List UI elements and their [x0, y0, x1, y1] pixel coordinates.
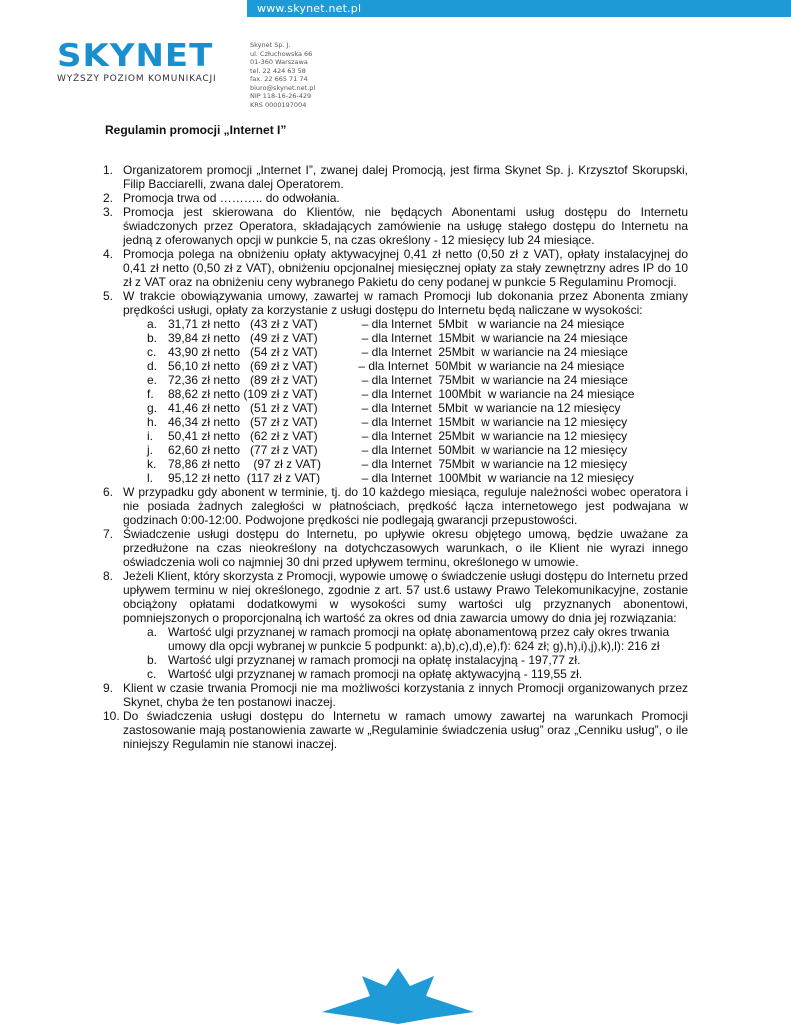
pricing-row — [123, 401, 688, 415]
pricing-price: 39,84 zł netto (49 zł z VAT) — [168, 331, 318, 345]
pricing-row — [123, 387, 688, 401]
pricing-desc: – dla Internet 50Mbit w wariancie na 24 miesiące — [345, 359, 625, 373]
term-text: Świadczenie usługi dostępu do Internetu, po upływie okresu objętego umową, będzie uważane za przedłużone na czas nieokreślony na dotychczasowych warunkach, o ile Klient nie wyrazi innego oświadczenia woli co najmniej 30 dni przed upływem terminu, określonego w umowie. — [123, 527, 688, 569]
relief-text: Wartość ulgi przyznanej w ramach promocji na opłatę abonamentową przez cały okres trwania umowy dla opcji wybranej w punkcie 5 podpunkt: a),b),c),d),e),f): 624 zł; g),h),i),j),k),l): 216 zł — [168, 625, 670, 653]
term-item — [105, 569, 688, 681]
pricing-letter: h. — [147, 415, 158, 429]
term-number: 2. — [103, 191, 114, 205]
relief-item — [123, 625, 688, 653]
relief-item — [123, 653, 688, 667]
pricing-letter: b. — [147, 331, 158, 345]
relief-item — [123, 667, 688, 681]
term-number: 5. — [103, 289, 114, 303]
address-line: KRS 0000197004 — [250, 100, 307, 109]
term-number: 1. — [103, 163, 114, 177]
pricing-price: 88,62 zł netto (109 zł z VAT) — [168, 387, 318, 401]
pricing-price: 56,10 zł netto (69 zł z VAT) — [168, 359, 318, 373]
pricing-desc: – dla Internet 15Mbit w wariancie na 12 miesięcy — [345, 415, 628, 429]
term-text: Do świadczenia usługi dostępu do Internetu w ramach umowy zawartej na warunkach Promocji zastosowanie mają postanowienia zawarte w „Regulaminie świadczenia usług” oraz „Cenniku usług”, o ile niniejszy Regulamin nie stanowi inaczej. — [123, 709, 688, 751]
term-number: 10. — [103, 709, 120, 723]
pricing-letter: k. — [147, 457, 157, 471]
term-number: 6. — [103, 485, 114, 499]
address-line: tel. 22 424 63 58 — [250, 66, 306, 75]
pricing-desc: – dla Internet 50Mbit w wariancie na 12 miesięcy — [345, 443, 628, 457]
pricing-desc: – dla Internet 100Mbit w wariancie na 12 miesięcy — [345, 471, 634, 485]
address-line: ul. Człuchowska 66 — [250, 49, 313, 58]
pricing-price: 41,46 zł netto (51 zł z VAT) — [168, 401, 318, 415]
term-text: Klient w czasie trwania Promocji nie ma możliwości korzystania z innych Promocji organizowanych przez Skynet, chyba że ten postanowi inaczej. — [123, 681, 688, 709]
pricing-row — [123, 359, 688, 373]
term-item — [105, 485, 688, 527]
logo-tagline: WYŻSZY POZIOM KOMUNIKACJI — [57, 74, 217, 84]
address-line: 01-360 Warszawa — [250, 58, 308, 66]
pricing-desc: – dla Internet 75Mbit w wariancie na 12 miesięcy — [345, 457, 628, 471]
pricing-list — [123, 317, 688, 485]
term-item — [105, 681, 688, 709]
pricing-price: 78,86 zł netto (97 zł z VAT) — [168, 457, 321, 471]
pricing-row — [123, 457, 688, 471]
term-number: 8. — [103, 569, 114, 583]
pricing-row — [123, 443, 688, 457]
terms-list — [105, 163, 688, 751]
relief-letter: b. — [147, 653, 158, 667]
term-text: W przypadku gdy abonent w terminie, tj. do 10 każdego miesiąca, reguluje należności wobec operatora i nie posiada żadnych zaległości w płatnościach, prędkość łącza internetowego jest podwajana w godzinach 0:00-12:00. Podwojone prędkości nie podlegają gwarancji przepustowości. — [123, 485, 688, 527]
address-line: fax. 22 665 71 74 — [250, 75, 308, 83]
pricing-desc: – dla Internet 100Mbit w wariancie na 24 miesiące — [345, 387, 635, 401]
document-title: Regulamin promocji „Internet I” — [105, 123, 287, 137]
pricing-price: 46,34 zł netto (57 zł z VAT) — [168, 415, 318, 429]
term-number: 3. — [103, 205, 114, 219]
pricing-row — [123, 429, 688, 443]
pricing-desc: – dla Internet 75Mbit w wariancie na 24 miesiące — [345, 373, 628, 387]
company-address — [250, 41, 315, 109]
relief-letter: c. — [147, 667, 157, 681]
address-line: biuro@skynet.net.pl — [250, 83, 316, 92]
skynet-logo — [57, 37, 217, 84]
pricing-letter: j. — [147, 443, 153, 457]
pricing-letter: i. — [147, 429, 153, 443]
term-item — [105, 709, 688, 751]
pricing-price: 31,71 zł netto (43 zł z VAT) — [168, 317, 318, 331]
pricing-desc: – dla Internet 5Mbit w wariancie na 24 miesiące — [345, 317, 625, 331]
term-text: Promocja trwa od ……….. do odwołania. — [123, 191, 340, 205]
term-item — [105, 527, 688, 569]
pricing-desc: – dla Internet 15Mbit w wariancie na 24 miesiące — [345, 331, 628, 345]
pricing-letter: d. — [147, 359, 158, 373]
pricing-price: 43,90 zł netto (54 zł z VAT) — [168, 345, 318, 359]
relief-text: Wartość ulgi przyznanej w ramach promocji na opłatę aktywacyjną - 119,55 zł. — [168, 667, 583, 681]
pricing-row — [123, 345, 688, 359]
pricing-price: 95,12 zł netto (117 zł z VAT) — [168, 471, 321, 485]
pricing-letter: g. — [147, 401, 158, 415]
relief-letter: a. — [147, 625, 158, 639]
term-number: 7. — [103, 527, 114, 541]
term-item — [105, 163, 688, 191]
term-item — [105, 247, 688, 289]
pricing-letter: l. — [147, 471, 153, 485]
term-text: Organizatorem promocji „Internet I”, zwanej dalej Promocją, jest firma Skynet Sp. j. Krzysztof Skorupski, Filip Bacciarelli, zwana dalej Operatorem. — [123, 163, 688, 191]
term-item — [105, 191, 688, 205]
relief-text: Wartość ulgi przyznanej w ramach promocji na opłatę instalacyjną - 197,77 zł. — [168, 653, 581, 667]
relief-list — [123, 625, 688, 681]
pricing-price: 50,41 zł netto (62 zł z VAT) — [168, 429, 318, 443]
pricing-row — [123, 415, 688, 429]
term-text: Promocja polega na obniżeniu opłaty aktywacyjnej 0,41 zł netto (0,50 zł z VAT), opłaty instalacyjnej do 0,41 zł netto (0,50 zł z VAT), obniżeniu opcjonalnej miesięcznej opłaty za stały zewnętrzny adres IP do 10 zł z VAT oraz na obniżeniu ceny wybranego Pakietu do ceny podanej w punkcie 5 Regulaminu Promocji. — [123, 247, 688, 289]
term-text: Promocja jest skierowana do Klientów, nie będących Abonentami usług dostępu do Internetu świadczonych przez Operatora, składających zamówienie na usługę stałego dostępu do Internetu na jedną z oferowanych opcji w punkcie 5, na czas określony - 12 miesięcy lub 24 miesiące. — [123, 205, 688, 247]
term-text: Jeżeli Klient, który skorzysta z Promocji, wypowie umowę o świadczenie usługi dostępu do Internetu przed upływem terminu w niej określonego, zgodnie z art. 57 ust.6 ustawy Prawo Telekomunikacyjne, zostanie obciążony opłatami dodatkowymi w wysokości sumy wartości ulg przyznanych abonentowi, pomniejszonych o proporcjonalną ich wartość za okres od dnia zawarcia umowy do dnia jej rozwiązania: — [123, 569, 688, 625]
pricing-row — [123, 373, 688, 387]
website-url-bar — [247, 0, 791, 17]
address-line: NIP 118-16-26-429 — [250, 92, 312, 100]
address-line: Skynet Sp. J. — [250, 41, 291, 49]
term-number: 4. — [103, 247, 114, 261]
document-body — [105, 163, 688, 751]
term-item — [105, 289, 688, 485]
pricing-price: 62,60 zł netto (77 zł z VAT) — [168, 443, 318, 457]
pricing-row — [123, 471, 688, 485]
pricing-letter: e. — [147, 373, 158, 387]
pricing-desc: – dla Internet 25Mbit w wariancie na 12 miesięcy — [345, 429, 628, 443]
pricing-desc: – dla Internet 25Mbit w wariancie na 24 miesiące — [345, 345, 628, 359]
boat-sail-icon — [322, 968, 474, 1024]
term-number: 9. — [103, 681, 114, 695]
logo-wordmark: SKYNET — [57, 37, 214, 75]
pricing-row — [123, 317, 688, 331]
pricing-desc: – dla Internet 5Mbit w wariancie na 12 miesięcy — [345, 401, 621, 415]
pricing-letter: a. — [147, 317, 158, 331]
pricing-letter: f. — [147, 387, 154, 401]
term-text: W trakcie obowiązywania umowy, zawartej w ramach Promocji lub dokonania przez Abonenta zmiany prędkości usługi, opłaty za korzystanie z usługi dostępu do Internetu będą naliczane w wysokości: — [123, 289, 688, 317]
pricing-price: 72,36 zł netto (89 zł z VAT) — [168, 373, 318, 387]
pricing-letter: c. — [147, 345, 157, 359]
website-url: www.skynet.net.pl — [257, 2, 362, 15]
pricing-row — [123, 331, 688, 345]
term-item — [105, 205, 688, 247]
